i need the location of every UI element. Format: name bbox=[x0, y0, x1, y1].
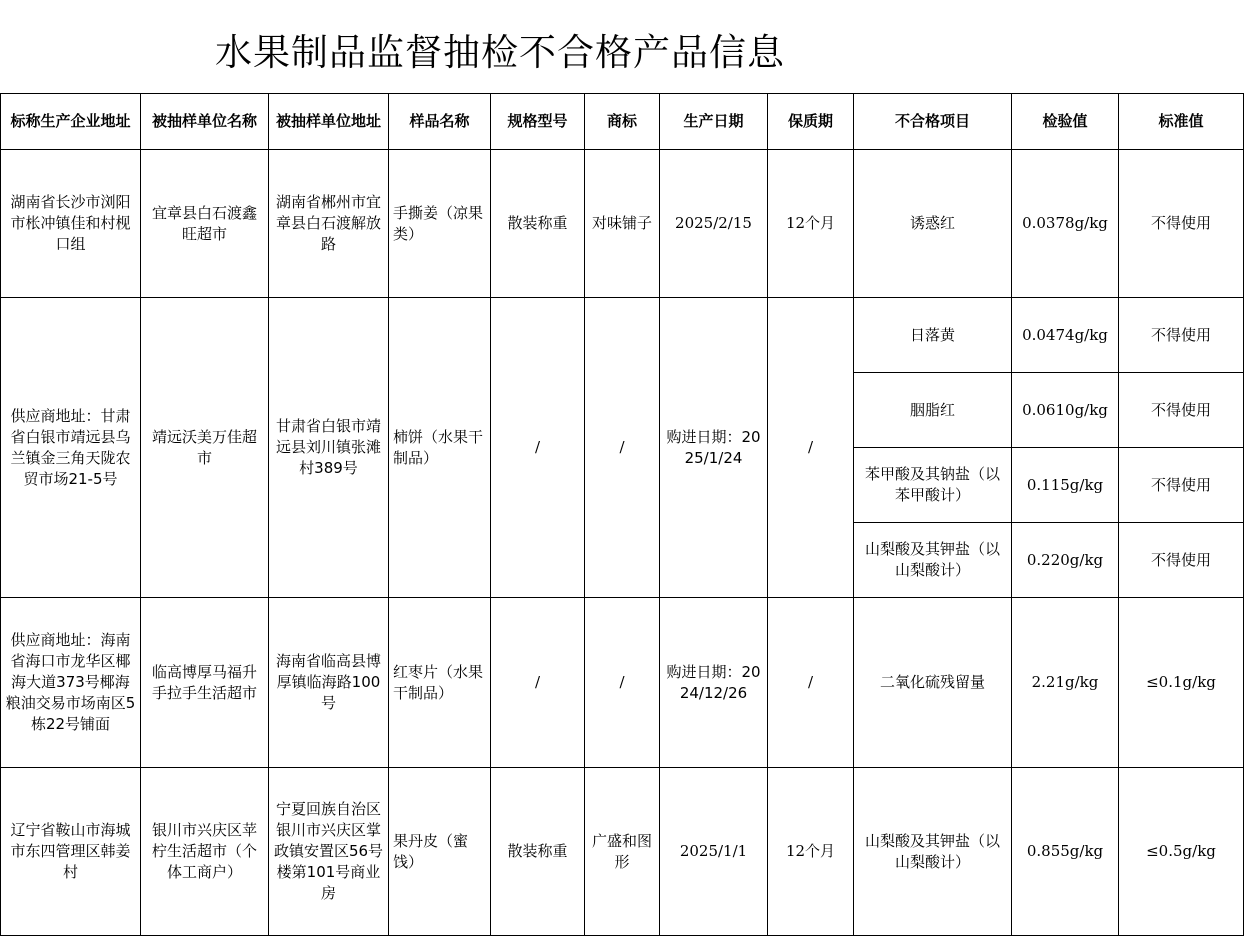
failed-item: 日落黄 bbox=[854, 298, 1012, 373]
table-row bbox=[1, 768, 1244, 936]
header-cell: 生产日期 bbox=[660, 94, 768, 150]
header-cell: 样品名称 bbox=[389, 94, 491, 150]
sampled-unit-name: 临高博厚马福升手拉手生活超市 bbox=[141, 598, 269, 768]
sampled-unit-name: 靖远沃美万佳超市 bbox=[141, 298, 269, 598]
sample-name: 红枣片（水果干制品） bbox=[389, 598, 491, 768]
sampled-unit-name: 宜章县白石渡鑫旺超市 bbox=[141, 150, 269, 298]
standard-value: 不得使用 bbox=[1119, 448, 1244, 523]
page-title: 水果制品监督抽检不合格产品信息 bbox=[215, 31, 785, 74]
sample-name: 果丹皮（蜜饯） bbox=[389, 768, 491, 936]
shelf-life: 12个月 bbox=[768, 150, 854, 298]
standard-value: 不得使用 bbox=[1119, 523, 1244, 598]
production-date: 购进日期：2024/12/26 bbox=[660, 598, 768, 768]
header-cell: 不合格项目 bbox=[854, 94, 1012, 150]
failed-item: 苯甲酸及其钠盐（以苯甲酸计） bbox=[854, 448, 1012, 523]
brand: / bbox=[585, 598, 660, 768]
shelf-life: / bbox=[768, 598, 854, 768]
test-value: 0.0378g/kg bbox=[1012, 150, 1119, 298]
sampled-unit-address: 海南省临高县博厚镇临海路100号 bbox=[269, 598, 389, 768]
spec: 散装称重 bbox=[491, 768, 585, 936]
table-row bbox=[1, 150, 1244, 298]
standard-value: ≤0.5g/kg bbox=[1119, 768, 1244, 936]
test-value: 0.0474g/kg bbox=[1012, 298, 1119, 373]
results-table bbox=[0, 93, 1244, 936]
sample-name: 柿饼（水果干制品） bbox=[389, 298, 491, 598]
header-cell: 规格型号 bbox=[491, 94, 585, 150]
sampled-unit-address: 湖南省郴州市宜章县白石渡解放路 bbox=[269, 150, 389, 298]
production-date: 购进日期：2025/1/24 bbox=[660, 298, 768, 598]
failed-item: 山梨酸及其钾盐（以山梨酸计） bbox=[854, 768, 1012, 936]
header-cell: 商标 bbox=[585, 94, 660, 150]
title-area bbox=[0, 0, 1253, 93]
test-value: 0.115g/kg bbox=[1012, 448, 1119, 523]
header-cell: 检验值 bbox=[1012, 94, 1119, 150]
spec: / bbox=[491, 598, 585, 768]
test-value: 0.855g/kg bbox=[1012, 768, 1119, 936]
header-cell: 标称生产企业地址 bbox=[1, 94, 141, 150]
spec: 散装称重 bbox=[491, 150, 585, 298]
shelf-life: 12个月 bbox=[768, 768, 854, 936]
company-address: 辽宁省鞍山市海城市东四管理区韩姜村 bbox=[1, 768, 141, 936]
standard-value: 不得使用 bbox=[1119, 150, 1244, 298]
failed-item: 二氧化硫残留量 bbox=[854, 598, 1012, 768]
production-date: 2025/1/1 bbox=[660, 768, 768, 936]
test-value: 0.0610g/kg bbox=[1012, 373, 1119, 448]
standard-value: 不得使用 bbox=[1119, 373, 1244, 448]
spec: / bbox=[491, 298, 585, 598]
failed-item: 山梨酸及其钾盐（以山梨酸计） bbox=[854, 523, 1012, 598]
test-value: 2.21g/kg bbox=[1012, 598, 1119, 768]
shelf-life: / bbox=[768, 298, 854, 598]
sampled-unit-address: 甘肃省白银市靖远县刘川镇张滩村389号 bbox=[269, 298, 389, 598]
company-address: 供应商地址：海南省海口市龙华区椰海大道373号椰海粮油交易市场南区5栋22号铺面 bbox=[1, 598, 141, 768]
header-cell: 被抽样单位地址 bbox=[269, 94, 389, 150]
standard-value: 不得使用 bbox=[1119, 298, 1244, 373]
sampled-unit-address: 宁夏回族自治区银川市兴庆区掌政镇安置区56号楼第101号商业房 bbox=[269, 768, 389, 936]
brand: / bbox=[585, 298, 660, 598]
failed-item: 胭脂红 bbox=[854, 373, 1012, 448]
header-cell: 被抽样单位名称 bbox=[141, 94, 269, 150]
sample-name: 手撕姜（凉果类） bbox=[389, 150, 491, 298]
company-address: 湖南省长沙市浏阳市枨冲镇佳和村枧口组 bbox=[1, 150, 141, 298]
header-cell: 标准值 bbox=[1119, 94, 1244, 150]
brand: 对味铺子 bbox=[585, 150, 660, 298]
test-value: 0.220g/kg bbox=[1012, 523, 1119, 598]
failed-item: 诱惑红 bbox=[854, 150, 1012, 298]
company-address: 供应商地址：甘肃省白银市靖远县乌兰镇金三角天陇农贸市场21-5号 bbox=[1, 298, 141, 598]
header-cell: 保质期 bbox=[768, 94, 854, 150]
brand: 广盛和图形 bbox=[585, 768, 660, 936]
production-date: 2025/2/15 bbox=[660, 150, 768, 298]
sampled-unit-name: 银川市兴庆区苹柠生活超市（个体工商户） bbox=[141, 768, 269, 936]
table-row bbox=[1, 598, 1244, 768]
table-row bbox=[1, 298, 1244, 373]
header-row bbox=[1, 94, 1244, 150]
standard-value: ≤0.1g/kg bbox=[1119, 598, 1244, 768]
